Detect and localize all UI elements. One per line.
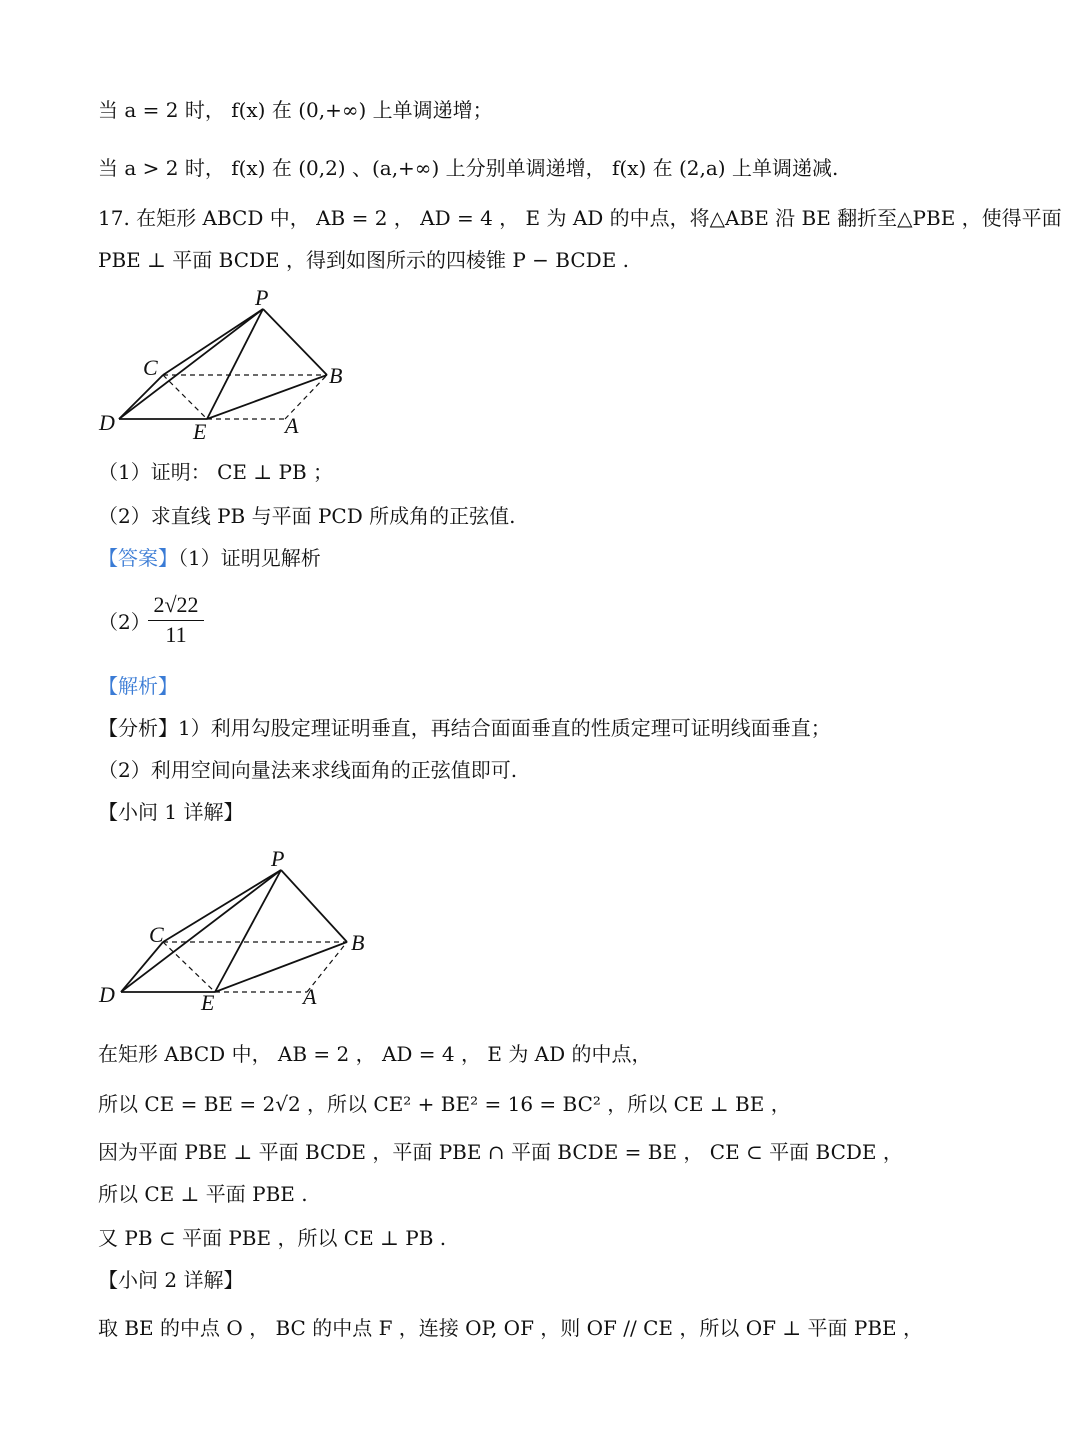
answer-tag: 【答案】 bbox=[98, 546, 178, 570]
answer-line-2-label: （2） bbox=[98, 610, 151, 634]
edge-PE bbox=[215, 870, 281, 992]
label-P: P bbox=[255, 285, 269, 310]
solution-line-1: 在矩形 ABCD 中， AB = 2 ， AD = 4 ， E 为 AD 的中点， bbox=[98, 1042, 652, 1066]
question-2: （2）求直线 PB 与平面 PCD 所成角的正弦值. bbox=[98, 504, 516, 528]
edge-PD bbox=[121, 870, 281, 992]
analysis-line-1: 【分析】1）利用勾股定理证明垂直，再结合面面垂直的性质定理可证明线面垂直； bbox=[98, 716, 831, 740]
label-E: E bbox=[193, 419, 207, 443]
subquestion-1-heading: 【小问 1 详解】 bbox=[98, 800, 244, 824]
solution-line-6: 取 BE 的中点 O ， BC 的中点 F ，连接 OP, OF ，则 OF // CE ，所以 OF ⊥ 平面 PBE ， bbox=[98, 1316, 924, 1340]
label-E: E bbox=[201, 990, 215, 1015]
edge-DC bbox=[119, 375, 163, 419]
edge-EB bbox=[215, 942, 347, 992]
subquestion-2-heading: 【小问 2 详解】 bbox=[98, 1268, 244, 1292]
edge-CE bbox=[163, 942, 215, 992]
edge-CE bbox=[163, 375, 207, 419]
edge-PC bbox=[163, 309, 263, 375]
label-P: P bbox=[271, 846, 285, 871]
answer-1-text: （1）证明见解析 bbox=[178, 546, 321, 570]
pyramid-figure-2 bbox=[95, 842, 385, 1017]
edge-EB bbox=[207, 375, 327, 419]
problem-17-line-1: 17. 在矩形 ABCD 中， AB = 2 ， AD = 4 ， E 为 AD 的中点，将△ABE 沿 BE 翻折至△PBE ，使得平面 bbox=[98, 206, 1062, 230]
label-C: C bbox=[143, 355, 158, 380]
fraction-bar bbox=[148, 620, 204, 621]
label-D: D bbox=[99, 982, 115, 1007]
solution-line-2: 所以 CE = BE = 2√2 ，所以 CE² + BE² = 16 = BC² ，所以 CE ⊥ BE ， bbox=[98, 1092, 791, 1116]
edge-PB bbox=[281, 870, 347, 942]
fraction-numerator: 2√22 bbox=[153, 592, 199, 617]
problem-17-line-2: PBE ⊥ 平面 BCDE ，得到如图所示的四棱锥 P − BCDE . bbox=[98, 248, 630, 272]
analysis-line-2: （2）利用空间向量法来求线面角的正弦值即可. bbox=[98, 758, 518, 782]
solution-line-3: 因为平面 PBE ⊥ 平面 BCDE ，平面 PBE ∩ 平面 BCDE = BE ， CE ⊂ 平面 BCDE ， bbox=[98, 1140, 903, 1164]
solution-line-4: 所以 CE ⊥ 平面 PBE . bbox=[98, 1182, 308, 1206]
label-B: B bbox=[329, 363, 343, 388]
analysis-tag: 【解析】 bbox=[98, 674, 178, 698]
question-1: （1）证明： CE ⊥ PB ； bbox=[98, 460, 334, 484]
label-A: A bbox=[285, 413, 299, 438]
edge-PB bbox=[263, 309, 327, 375]
label-A: A bbox=[303, 984, 317, 1009]
label-C: C bbox=[149, 922, 164, 947]
edge-DC bbox=[121, 942, 163, 992]
pyramid-figure-1 bbox=[95, 283, 365, 443]
answer-line-1 bbox=[98, 544, 321, 572]
line-case-a-eq-2: 当 a = 2 时， f(x) 在 (0,+∞) 上单调递增； bbox=[98, 98, 493, 122]
label-D: D bbox=[99, 410, 115, 435]
solution-line-5: 又 PB ⊂ 平面 PBE ，所以 CE ⊥ PB . bbox=[98, 1226, 447, 1250]
edge-PC bbox=[163, 870, 281, 942]
line-case-a-gt-2: 当 a > 2 时， f(x) 在 (0,2) 、(a,+∞) 上分别单调递增， f(x) 在 (2,a) 上单调递减. bbox=[98, 156, 839, 180]
answer-fraction bbox=[148, 592, 204, 647]
fraction-denominator: 11 bbox=[165, 622, 187, 647]
label-B: B bbox=[351, 930, 365, 955]
